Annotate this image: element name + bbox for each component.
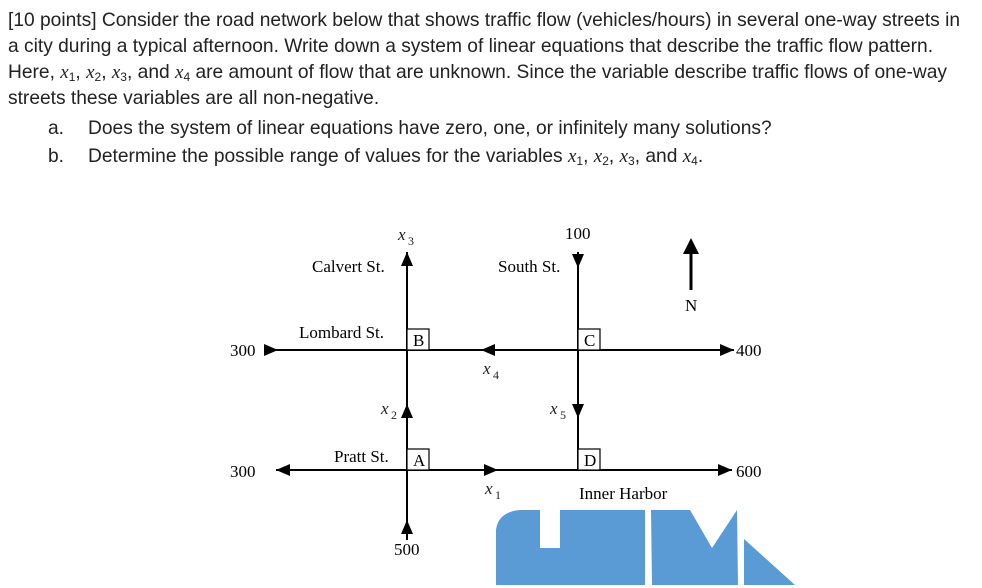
- svg-text:3: 3: [408, 234, 414, 248]
- calvert-street-label: Calvert St.: [312, 257, 385, 276]
- arrow-x4-icon: [481, 344, 495, 356]
- arrow-right-pratt-icon: [718, 464, 732, 476]
- svg-text:2: 2: [391, 408, 397, 422]
- flow-right-pratt: 600: [736, 462, 762, 481]
- var-x3: [397, 225, 414, 248]
- south-street-label: South St.: [498, 257, 561, 276]
- arrow-south-top-icon: [572, 254, 584, 268]
- svg-text:5: 5: [560, 408, 566, 422]
- arrow-calvert-top-icon: [401, 252, 413, 266]
- lombard-street-label: Lombard St.: [299, 323, 384, 342]
- svg-text:x: x: [398, 225, 406, 244]
- arrow-x2-icon: [401, 404, 413, 418]
- north-label: N: [685, 296, 698, 315]
- flow-top-south: 100: [565, 224, 591, 243]
- svg-text:x: x: [381, 399, 389, 418]
- svg-text:4: 4: [493, 368, 499, 382]
- arrow-right-lombard-icon: [720, 344, 734, 356]
- north-arrow-icon: [683, 238, 699, 254]
- node-a-label: A: [413, 451, 426, 470]
- arrow-x1-icon: [484, 464, 498, 476]
- part-a: a. Does the system of linear equations have zero, one, or infinitely many solutions?: [48, 118, 772, 139]
- svg-text:x: x: [485, 479, 493, 498]
- var-x2: [380, 399, 397, 422]
- node-c-label: C: [584, 331, 596, 350]
- question-intro: [10 points] Consider the road network below that shows traffic flow (vehicles/hours) in several one-way streets in a city during a typical afternoon. Write down a system of linear equations that describe the traffic flow pattern. Here, $x_1$, $x_2$, $x_3$, and $x_4$ are amount of flow that are unknown. Since the variable describe traffic flows of one-way streets these variables are all non-negative.: [8, 10, 961, 109]
- arrow-left-pratt-icon: [276, 464, 290, 476]
- svg-text:x: x: [483, 359, 491, 378]
- node-b-label: B: [413, 331, 425, 350]
- arrow-left-lombard-icon: [264, 344, 278, 356]
- svg-text:1: 1: [495, 488, 501, 502]
- node-d-label: D: [584, 451, 597, 470]
- part-b: b. Determine the possible range of values for the variables $x_1$, $x_2$, $x_3$, and $x_4$.: [48, 146, 704, 168]
- flow-left-lombard: 300: [230, 341, 256, 360]
- inner-harbor-label: Inner Harbor: [579, 484, 668, 503]
- flow-right-lombard: 400: [736, 341, 762, 360]
- arrow-x5-icon: [572, 404, 584, 418]
- flow-bottom-calvert: 500: [394, 540, 420, 559]
- svg-text:x: x: [550, 399, 558, 418]
- var-x1: [484, 479, 501, 502]
- pratt-street-label: Pratt St.: [334, 447, 389, 466]
- harbor-water-right: [744, 539, 795, 585]
- var-x5: [549, 399, 566, 422]
- harbor-water-middle: [651, 510, 738, 585]
- arrow-calvert-bottom-icon: [401, 520, 413, 534]
- harbor-water-left: [496, 510, 645, 585]
- var-x4: [482, 359, 499, 382]
- flow-left-pratt: 300: [230, 462, 256, 481]
